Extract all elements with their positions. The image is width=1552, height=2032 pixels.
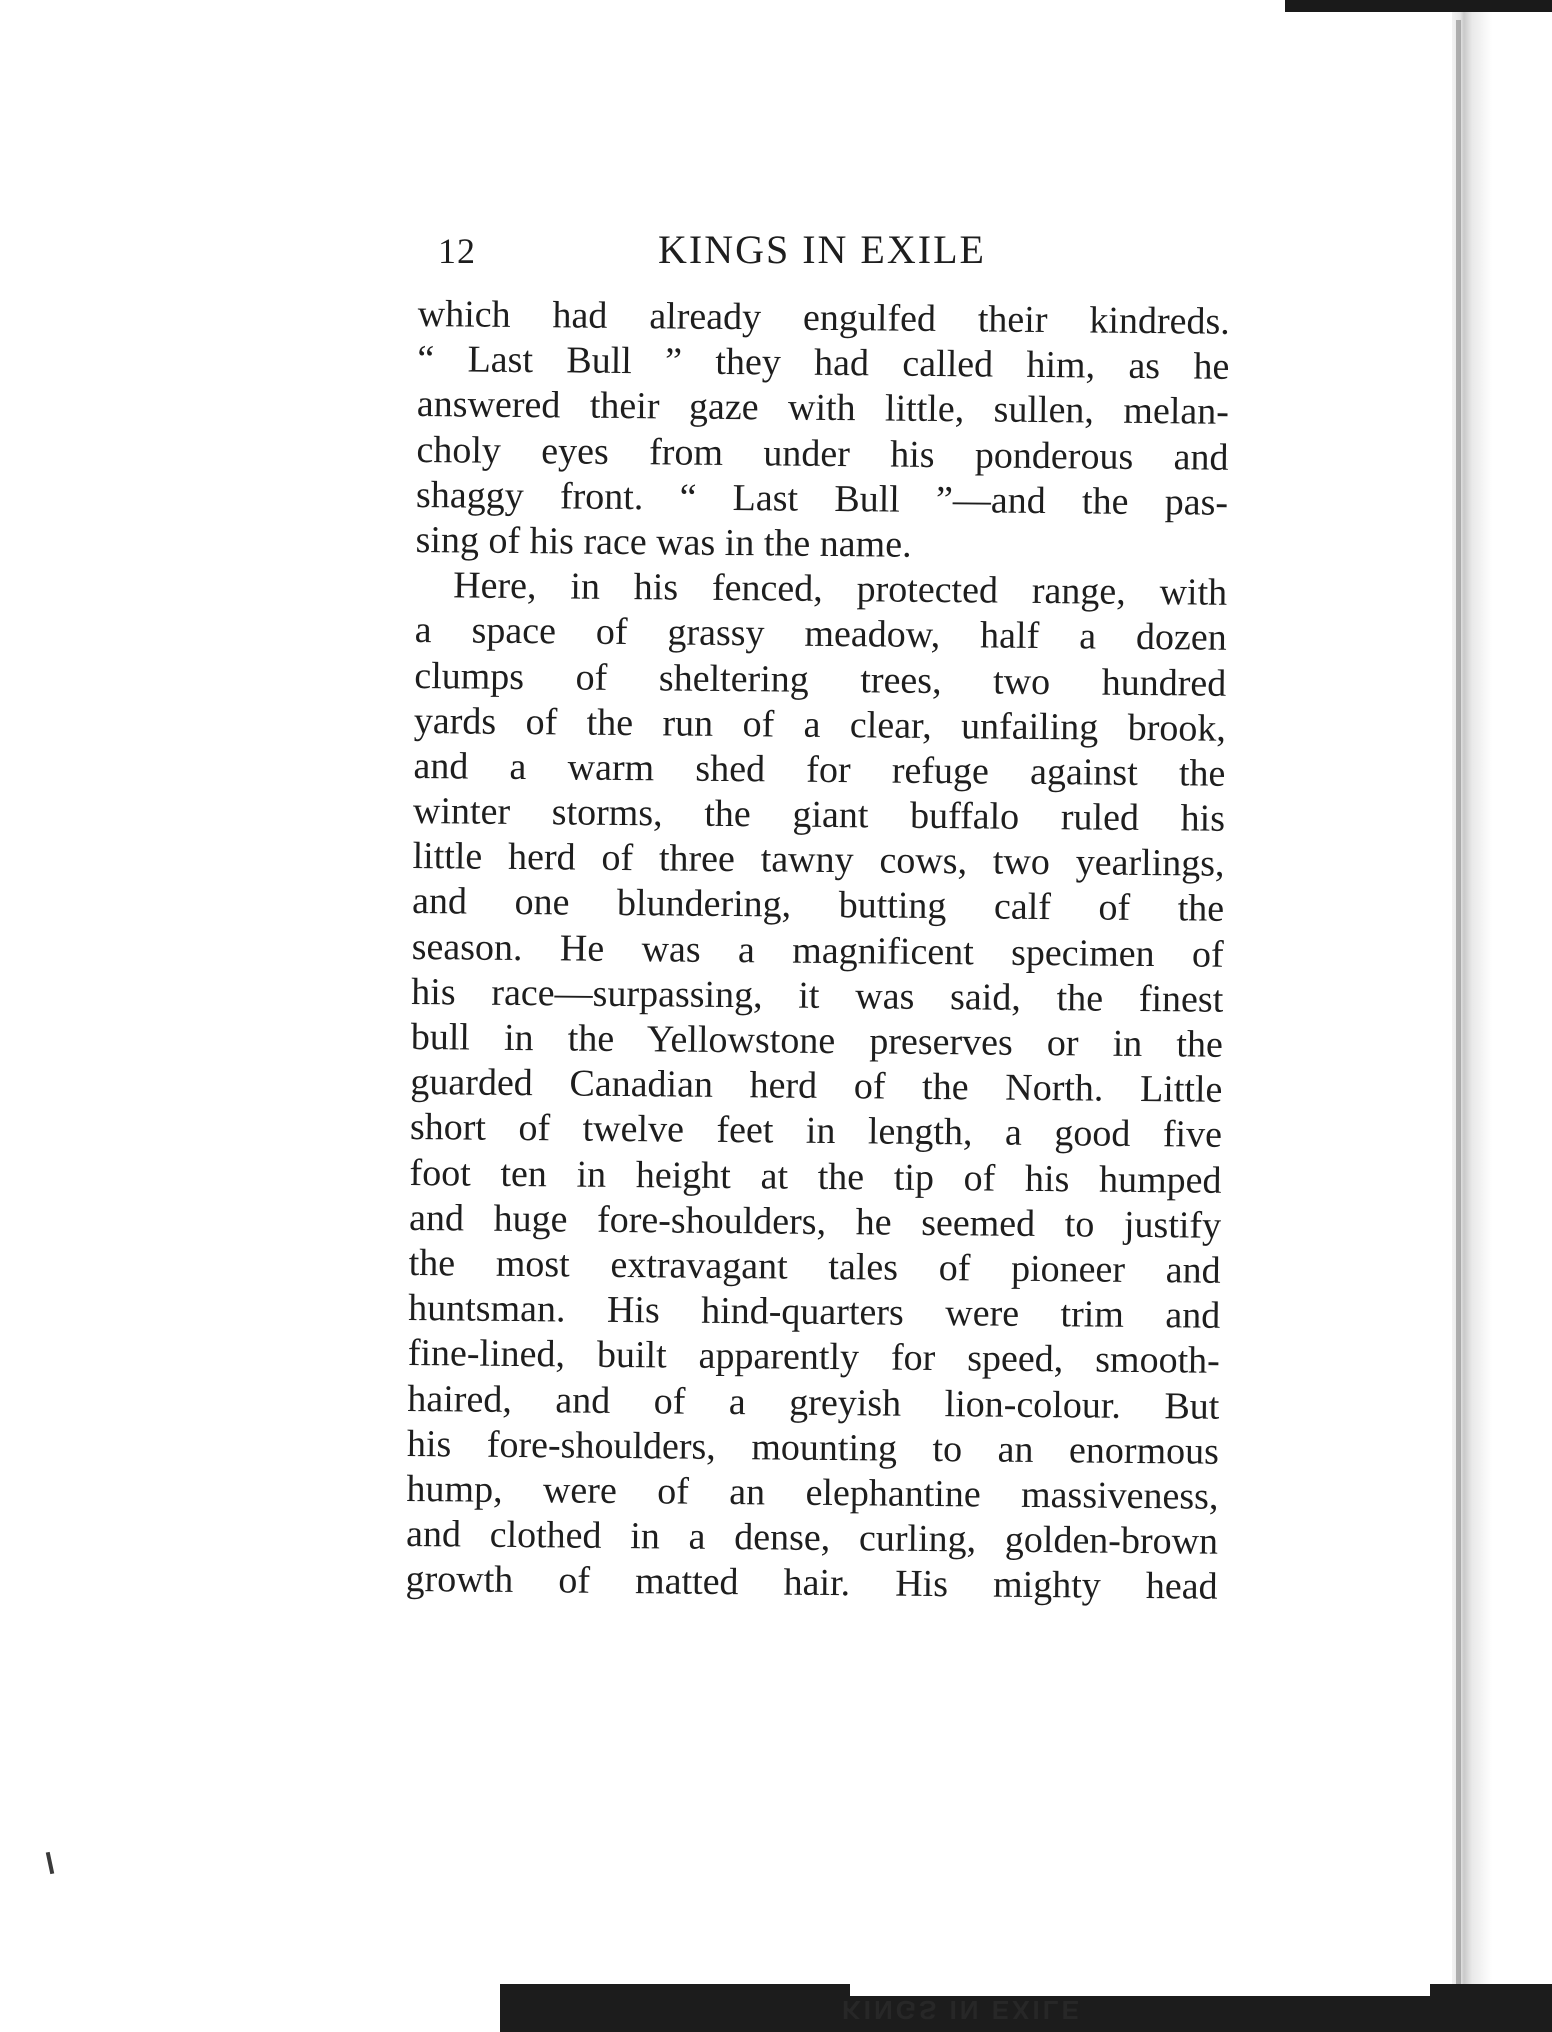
body-text: [405, 292, 1230, 1610]
text-line: winter storms, the giant buffalo ruled his: [412, 790, 1226, 840]
text-line: season. He was a magnificent specimen of: [411, 925, 1224, 976]
text-line: choly eyes from under his ponderous and: [416, 428, 1229, 479]
text-line: foot ten in height at the tip of his humped: [409, 1151, 1222, 1202]
running-title: KINGS IN EXILE: [658, 227, 986, 272]
text-line: bull in the Yellowstone preserves or in the: [410, 1015, 1224, 1066]
text-line: haired, and of a greyish lion-colour. But: [407, 1377, 1220, 1428]
text-line: yards of the run of a clear, unfailing brook,: [413, 699, 1227, 750]
text-line: huntsman. His hind-quarters were trim and: [408, 1287, 1221, 1337]
text-line: little herd of three tawny cows, two yearlings,: [412, 835, 1225, 886]
text-line: guarded Canadian herd of the North. Little: [410, 1061, 1223, 1111]
text-line: answered their gaze with little, sullen, melan-: [416, 383, 1230, 434]
page-number: 12: [438, 231, 476, 271]
text-line: the most extravagant tales of pioneer and: [408, 1241, 1221, 1292]
text-line: “ Last Bull ” they had called him, as he: [417, 338, 1230, 388]
text-line: which had already engulfed their kindreds.: [417, 292, 1230, 343]
scan-speck: [46, 1852, 54, 1874]
text-line: his fore-shoulders, mounting to an enormous: [406, 1422, 1220, 1473]
text-line: shaggy front. “ Last Bull ”—and the pas-: [415, 473, 1229, 524]
text-line: and clothed in a dense, curling, golden-brown: [405, 1513, 1219, 1563]
page-edge-line: [1456, 20, 1461, 2000]
text-line: growth of matted hair. His mighty head: [405, 1558, 1218, 1608]
text-line: Here, in his fenced, protected range, with: [452, 564, 1228, 614]
bleed-through-text: KINGS IN EXILE: [842, 1995, 1082, 2025]
text-line: and a warm shed for refuge against the: [413, 744, 1226, 795]
page-binding-edge: [1452, 12, 1552, 2032]
text-line: sing of his race was in the name.: [415, 518, 912, 566]
text-line: and one blundering, butting calf of the: [411, 880, 1225, 931]
text-line: his race—surpassing, it was said, the finest: [411, 970, 1224, 1021]
scan-corner-shadow: [1285, 0, 1552, 12]
text-line: fine-lined, built apparently for speed, smooth-: [407, 1332, 1220, 1383]
text-line: hump, were of an elephantine massiveness,: [406, 1467, 1219, 1518]
text-line: a space of grassy meadow, half a dozen: [414, 609, 1227, 660]
text-line: and huge fore-shoulders, he seemed to justify: [408, 1196, 1222, 1247]
text-line: short of twelve feet in length, a good five: [409, 1106, 1223, 1157]
text-line: clumps of sheltering trees, two hundred: [414, 654, 1227, 705]
running-head: [438, 226, 1218, 286]
